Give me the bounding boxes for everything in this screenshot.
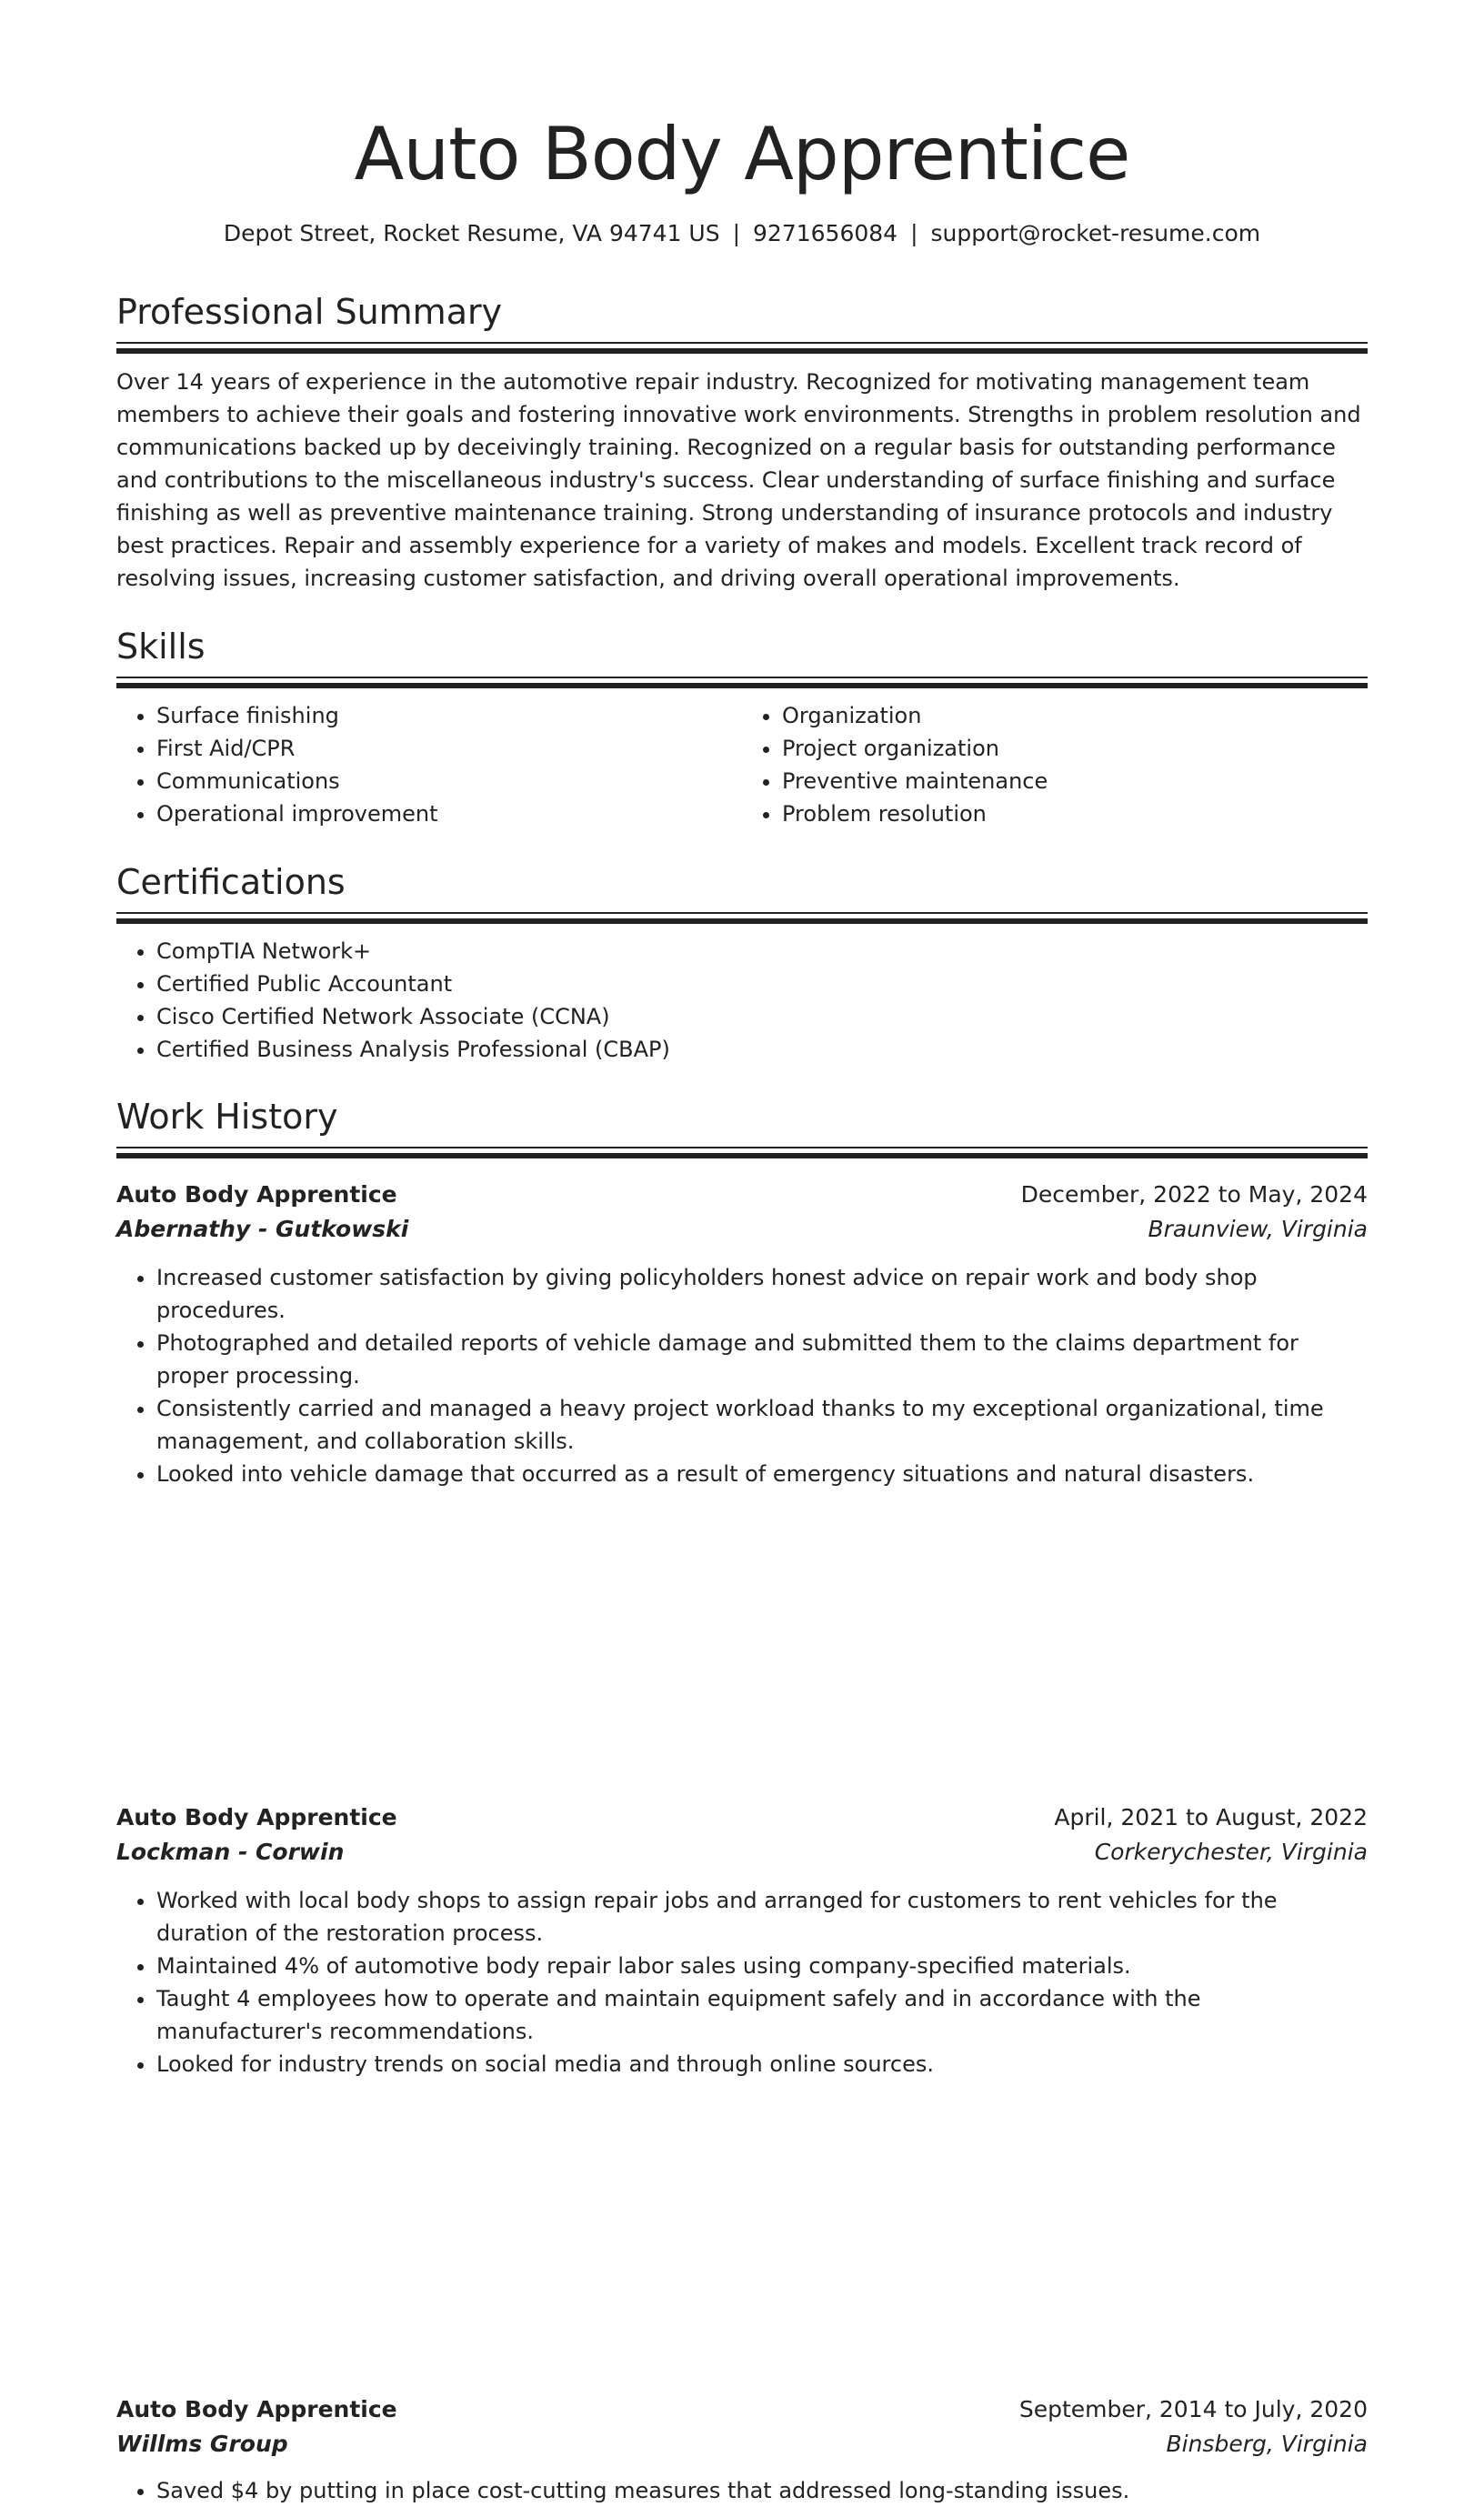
job-entry: [116, 1800, 1368, 2081]
job-location: Braunview, Virginia: [1148, 1216, 1368, 1242]
job-company-row: [116, 1212, 1368, 1247]
certifications-list: [116, 935, 1368, 1066]
contact-separator: |: [910, 220, 918, 246]
job-bullet: • Consistently carried and managed a heavy project workload thanks to my exceptional organizational, time management, and collaboration skills.: [156, 1392, 1368, 1458]
job-header-row: [116, 1178, 1368, 1212]
contact-email[interactable]: support@rocket-resume.com: [930, 220, 1261, 246]
job-bullets: [116, 1884, 1368, 2081]
certifications-heading: Certifications: [116, 862, 346, 902]
contact-line: [116, 218, 1368, 249]
skill-item: • Project organization: [782, 732, 1368, 765]
skill-item: • Operational improvement: [156, 797, 742, 830]
summary-section: [116, 289, 1368, 595]
skill-item: • First Aid/CPR: [156, 732, 742, 765]
certifications-section: [116, 859, 1368, 1066]
skills-heading: Skills: [116, 627, 206, 667]
contact-address: Depot Street, Rocket Resume, VA 94741 US: [223, 220, 720, 246]
skills-section: [116, 624, 1368, 830]
job-header-row: [116, 1800, 1368, 1835]
job-header-row: [116, 2392, 1368, 2427]
job-company: Willms Group: [116, 2431, 288, 2457]
section-divider: [116, 912, 1368, 924]
job-bullets: [116, 2474, 1368, 2507]
section-divider: [116, 677, 1368, 688]
job-title: Auto Body Apprentice: [116, 1804, 397, 1830]
contact-phone: 9271656084: [753, 220, 898, 246]
skill-item: • Organization: [782, 699, 1368, 732]
job-bullet: • Worked with local body shops to assign repair jobs and arranged for customers to rent vehicles for the duration of the restoration process.: [156, 1884, 1368, 1950]
job-title: Auto Body Apprentice: [116, 2396, 397, 2422]
skill-item: • Surface finishing: [156, 699, 742, 732]
work-history-heading: Work History: [116, 1097, 338, 1137]
section-divider: [116, 342, 1368, 354]
job-bullet: • Photographed and detailed reports of vehicle damage and submitted them to the claims department for proper processing.: [156, 1327, 1368, 1392]
job-bullet: • Looked for industry trends on social media and through online sources.: [156, 2048, 1368, 2081]
job-company: Abernathy - Gutkowski: [116, 1216, 409, 1242]
work-history-section: [116, 1094, 1368, 1158]
resume-content: [116, 0, 1368, 2503]
job-bullets: [116, 1261, 1368, 1490]
summary-text: Over 14 years of experience in the automotive repair industry. Recognized for motivating management team members to achieve their goals and fostering innovative work environments. Strengths in problem resolution and communications backed up by deceivingly training. Recognized on a regular basis for outstanding performance and contributions to the miscellaneous industry's success. Clear understanding of surface finishing and surface finishing as well as preventive maintenance training. Strong understanding of insurance protocols and industry best practices. Repair and assembly experience for a variety of makes and models. Excellent track record of resolving issues, increasing customer satisfaction, and driving overall operational improvements.: [116, 369, 1361, 591]
job-entry: [116, 1178, 1368, 1490]
certification-item: • CompTIA Network+: [156, 935, 1368, 968]
job-company: Lockman - Corwin: [116, 1839, 345, 1865]
job-dates: September, 2014 to July, 2020: [1018, 2396, 1368, 2422]
summary-heading: Professional Summary: [116, 292, 503, 332]
job-location: Corkerychester, Virginia: [1094, 1839, 1368, 1865]
job-entry: [116, 2392, 1368, 2507]
contact-separator: |: [732, 220, 741, 246]
job-location: Binsberg, Virginia: [1166, 2431, 1368, 2457]
skills-grid: [116, 699, 1368, 830]
skill-item: • Preventive maintenance: [782, 765, 1368, 797]
job-dates: April, 2021 to August, 2022: [1054, 1804, 1368, 1830]
certification-item: • Certified Business Analysis Professional (CBAP): [156, 1033, 1368, 1066]
job-dates: December, 2022 to May, 2024: [1020, 1181, 1368, 1208]
skill-item: • Communications: [156, 765, 742, 797]
skills-list-right: [742, 699, 1368, 830]
job-bullet: • Maintained 4% of automotive body repair labor sales using company-specified materials.: [156, 1950, 1368, 1982]
job-title: Auto Body Apprentice: [116, 1181, 397, 1208]
resume-name: Auto Body Apprentice: [354, 112, 1130, 196]
certification-item: • Certified Public Accountant: [156, 968, 1368, 1000]
skill-item: • Problem resolution: [782, 797, 1368, 830]
job-bullet: • Saved $4 by putting in place cost-cutting measures that addressed long-standing issues.: [156, 2474, 1368, 2507]
job-bullet: • Looked into vehicle damage that occurred as a result of emergency situations and natural disasters.: [156, 1458, 1368, 1490]
job-company-row: [116, 1835, 1368, 1870]
skills-list-left: [116, 699, 742, 830]
job-company-row: [116, 2427, 1368, 2462]
certification-item: • Cisco Certified Network Associate (CCNA): [156, 1000, 1368, 1033]
job-bullet: • Increased customer satisfaction by giving policyholders honest advice on repair work and body shop procedures.: [156, 1261, 1368, 1327]
section-divider: [116, 1147, 1368, 1158]
job-bullet: • Taught 4 employees how to operate and maintain equipment safely and in accordance with the manufacturer's recommendations.: [156, 1982, 1368, 2048]
